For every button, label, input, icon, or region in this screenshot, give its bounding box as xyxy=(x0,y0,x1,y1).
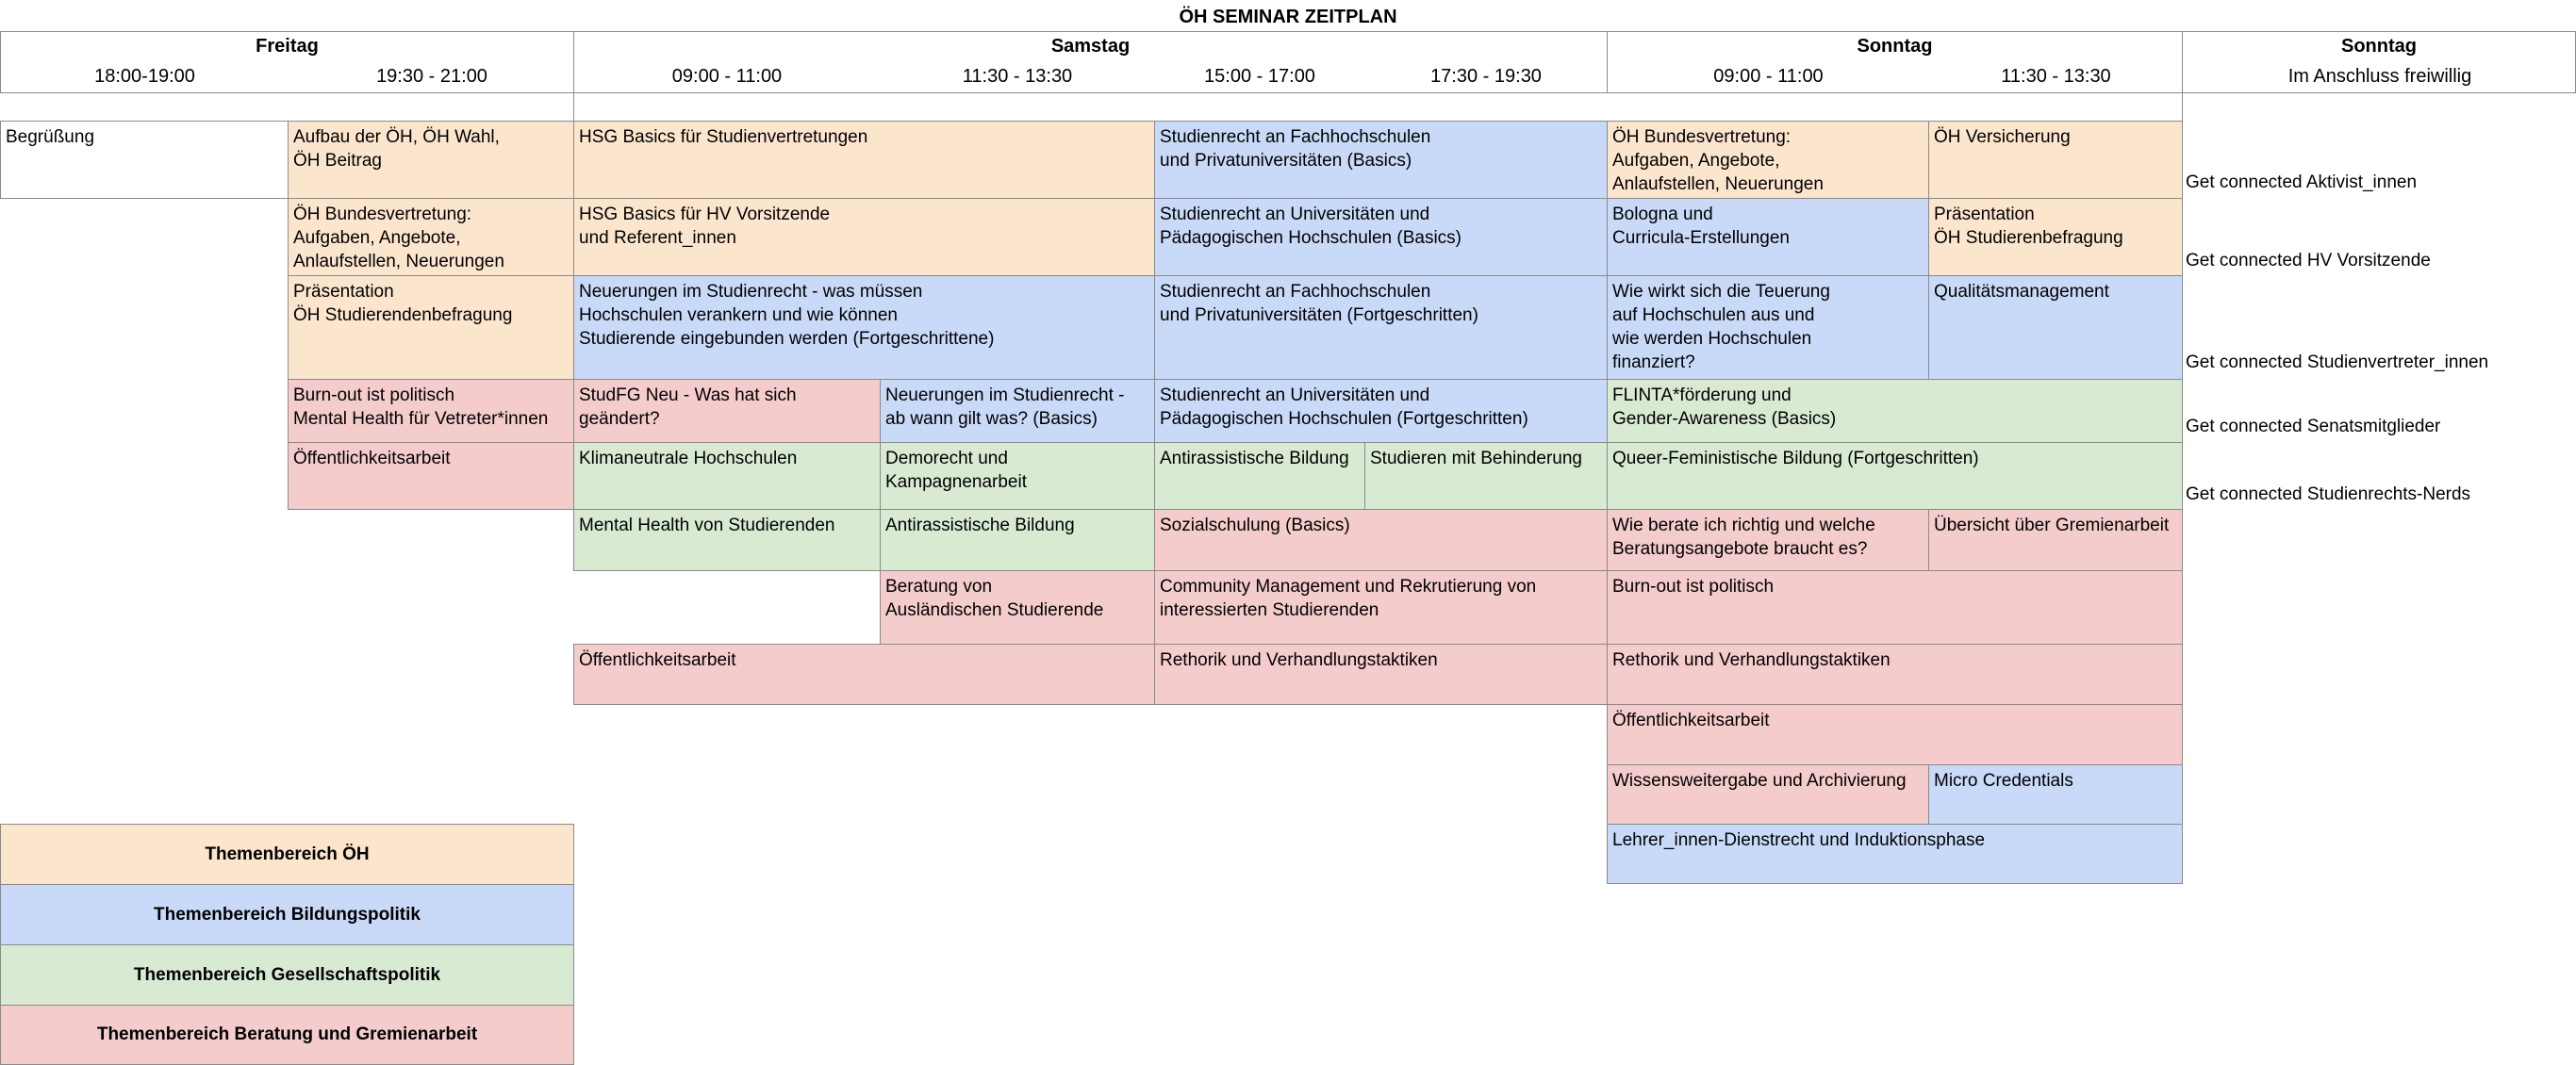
slot-label: Im Anschluss freiwillig xyxy=(2287,66,2472,87)
session-cell: Klimaneutrale Hochschulen xyxy=(573,442,881,510)
session-cell: Antirassistische Bildung xyxy=(1154,442,1365,510)
session-cell: Burn-out ist politisch Mental Health für Vetreter*innen xyxy=(288,379,574,443)
session-cell: Community Management und Rekrutierung von interessierten Studierenden xyxy=(1154,570,1608,645)
session-cell: Begrüßung xyxy=(0,121,289,199)
session-cell: Präsentation ÖH Studierendenbefragung xyxy=(288,275,574,380)
session-cell: FLINTA*förderung und Gender-Awareness (Basics) xyxy=(1607,379,2183,443)
session-cell: Rethorik und Verhandlungstaktiken xyxy=(1607,644,2183,705)
session-cell: Qualitätsmanagement xyxy=(1928,275,2183,380)
session-cell: Öffentlichkeitsarbeit xyxy=(288,442,574,510)
optional-item: Get connected Senatsmitglieder xyxy=(2186,417,2441,436)
header-freitag xyxy=(0,31,574,93)
header-sonntag xyxy=(1607,31,2183,93)
optional-item: Get connected Aktivist_innen xyxy=(2186,172,2418,192)
page-title: ÖH SEMINAR ZEITPLAN xyxy=(1179,7,1397,27)
session-cell: Studieren mit Behinderung xyxy=(1364,442,1608,510)
session-cell: Studienrecht an Universitäten und Pädagogischen Hochschulen (Basics) xyxy=(1154,198,1608,276)
session-cell: Queer-Feministische Bildung (Fortgeschritten) xyxy=(1607,442,2183,510)
session-cell: Wie wirkt sich die Teuerung auf Hochschulen aus und wie werden Hochschulen finanziert? xyxy=(1607,275,1929,380)
session-cell: ÖH Bundesvertretung: Aufgaben, Angebote, Anlaufstellen, Neuerungen xyxy=(288,198,574,276)
slot-label: 15:00 - 17:00 xyxy=(1204,66,1315,87)
session-cell: ÖH Versicherung xyxy=(1928,121,2183,199)
session-cell: Neuerungen im Studienrecht - ab wann gilt was? (Basics) xyxy=(880,379,1155,443)
session-cell: Burn-out ist politisch xyxy=(1607,570,2183,645)
legend-item-beratung: Themenbereich Beratung und Gremienarbeit xyxy=(0,1005,574,1065)
session-cell: Wissensweitergabe und Archivierung xyxy=(1607,764,1929,825)
session-cell: Micro Credentials xyxy=(1928,764,2183,825)
session-cell: Studienrecht an Universitäten und Pädagogischen Hochschulen (Fortgeschritten) xyxy=(1154,379,1608,443)
optional-item: Get connected Studienrechts-Nerds xyxy=(2186,484,2471,504)
optional-item: Get connected Studienvertreter_innen xyxy=(2186,352,2489,372)
session-cell: Aufbau der ÖH, ÖH Wahl, ÖH Beitrag xyxy=(288,121,574,199)
session-cell: Lehrer_innen-Dienstrecht und Induktionsphase xyxy=(1607,824,2183,884)
header-sonntag-optional xyxy=(2182,31,2576,93)
day-label: Freitag xyxy=(256,36,319,57)
day-label: Samstag xyxy=(1050,36,1131,57)
slot-label: 18:00-19:00 xyxy=(94,66,195,87)
day-label: Sonntag xyxy=(2341,36,2417,57)
session-cell: Öffentlichkeitsarbeit xyxy=(1607,704,2183,765)
session-cell: Sozialschulung (Basics) xyxy=(1154,509,1608,571)
session-cell: Mental Health von Studierenden xyxy=(573,509,881,571)
session-cell: StudFG Neu - Was hat sich geändert? xyxy=(573,379,881,443)
session-cell: HSG Basics für HV Vorsitzende und Referent_innen xyxy=(573,198,1155,276)
slot-label: 11:30 - 13:30 xyxy=(962,66,1073,87)
session-cell: Studienrecht an Fachhochschulen und Privatuniversitäten (Basics) xyxy=(1154,121,1608,199)
session-cell: HSG Basics für Studienvertretungen xyxy=(573,121,1155,199)
session-cell: Wie berate ich richtig und welche Beratungsangebote braucht es? xyxy=(1607,509,1929,571)
session-cell: Antirassistische Bildung xyxy=(880,509,1155,571)
session-cell: Demorecht und Kampagnenarbeit xyxy=(880,442,1155,510)
legend-item-gesellschaftspolitik: Themenbereich Gesellschaftspolitik xyxy=(0,944,574,1006)
slot-label: 09:00 - 11:00 xyxy=(671,66,783,87)
session-cell: Öffentlichkeitsarbeit xyxy=(573,644,1155,705)
session-cell: Beratung von Ausländischen Studierende xyxy=(880,570,1155,645)
slot-label: 11:30 - 13:30 xyxy=(2001,66,2111,87)
session-cell: Übersicht über Gremienarbeit xyxy=(1928,509,2183,571)
session-cell: ÖH Bundesvertretung: Aufgaben, Angebote, Anlaufstellen, Neuerungen xyxy=(1607,121,1929,199)
day-label: Sonntag xyxy=(1857,36,1933,57)
slot-label: 19:30 - 21:00 xyxy=(376,66,487,87)
session-cell: Studienrecht an Fachhochschulen und Privatuniversitäten (Fortgeschritten) xyxy=(1154,275,1608,380)
session-cell: Bologna und Curricula-Erstellungen xyxy=(1607,198,1929,276)
spacer-row xyxy=(573,92,2183,122)
session-cell: Rethorik und Verhandlungstaktiken xyxy=(1154,644,1608,705)
optional-item: Get connected HV Vorsitzende xyxy=(2186,251,2431,270)
legend-item-oeh: Themenbereich ÖH xyxy=(0,824,574,885)
slot-label: 17:30 - 19:30 xyxy=(1430,66,1542,87)
session-cell: Neuerungen im Studienrecht - was müssen Hochschulen verankern und wie können Studierende eingebunden werden (Fortgeschrittene) xyxy=(573,275,1155,380)
header-samstag xyxy=(573,31,1608,93)
session-cell: Präsentation ÖH Studierenbefragung xyxy=(1928,198,2183,276)
slot-label: 09:00 - 11:00 xyxy=(1713,66,1824,87)
legend-item-bildungspolitik: Themenbereich Bildungspolitik xyxy=(0,884,574,945)
